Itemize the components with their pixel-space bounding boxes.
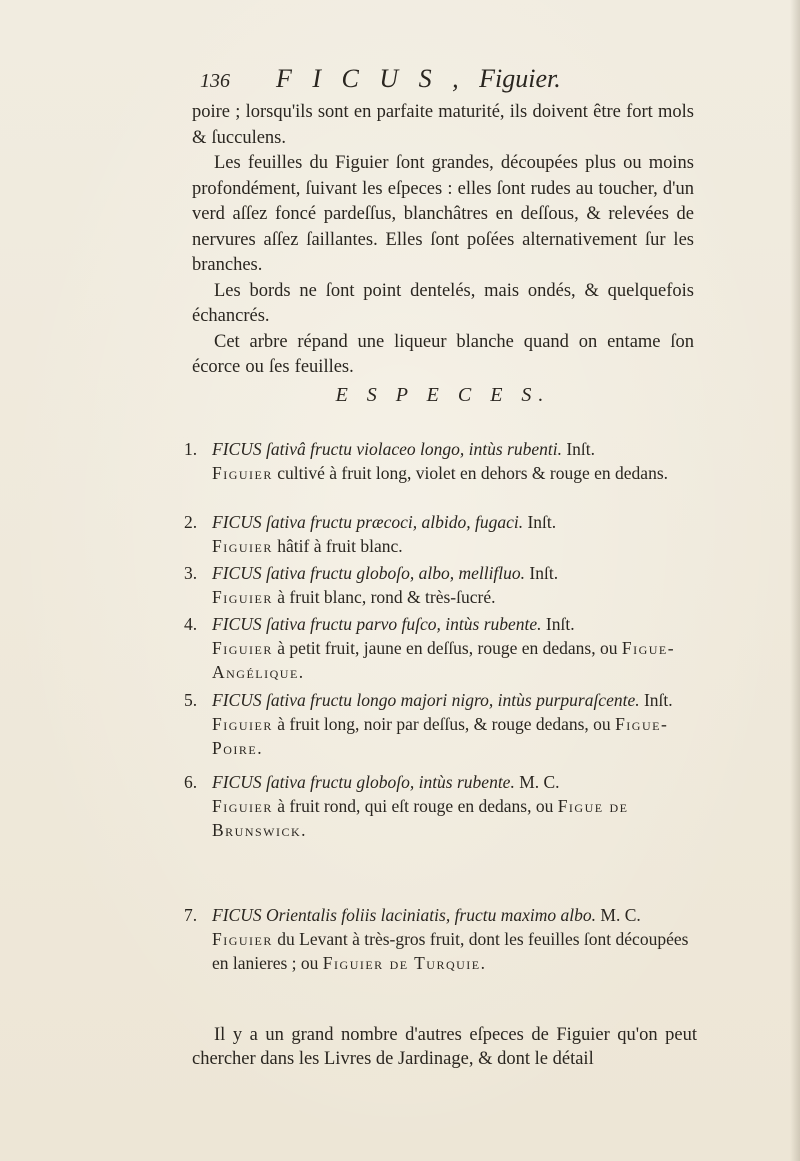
species-number: 6.: [184, 772, 198, 792]
species-description: Figuier hâtif à fruit blanc.: [212, 536, 403, 556]
species-authority: Inſt.: [566, 439, 596, 459]
body-text: [192, 100, 694, 381]
closing-paragraph: Il y a un grand nombre d'autres eſpeces de Figuier qu'on peut chercher dans les Livres de Jardinage, & dont le détail: [192, 1025, 697, 1069]
species-latin-name: FICUS ſativa fructu parvo fuſco, intùs rubente. Inſt.: [212, 614, 575, 634]
species-common-name: Figuier: [212, 587, 273, 607]
species-authority: Inſt.: [527, 512, 557, 532]
species-common-name: Figuier: [212, 714, 273, 734]
species-entry: [184, 612, 697, 684]
species-latin-name: FICUS Orientalis foliis laciniatis, fructu maximo albo. M. C.: [212, 905, 641, 925]
species-entry: [184, 437, 697, 485]
species-number: 3.: [184, 563, 198, 583]
species-alternate-name: Figue-Poire.: [212, 714, 669, 758]
species-common-name: Figuier: [212, 929, 273, 949]
species-description: Figuier du Levant à très-gros fruit, dont les feuilles ſont découpées en lanieres ; ou Figuier de Turquie.: [212, 929, 689, 973]
running-title-french: Figuier.: [479, 64, 561, 93]
species-entry: [184, 688, 697, 760]
section-heading: E S P E C E S.: [335, 384, 551, 406]
species-latin-name: FICUS ſativâ fructu violaceo longo, intùs rubenti. Inſt.: [212, 439, 596, 459]
running-title: [276, 64, 561, 94]
species-latin-name: FICUS ſativa fructu globoſo, albo, mellifluo. Inſt.: [212, 563, 559, 583]
species-common-name: Figuier: [212, 463, 273, 483]
species-number: 1.: [184, 439, 198, 459]
paragraph-sap: Cet arbre répand une liqueur blanche quand on entame ſon écorce ou ſes feuilles.: [192, 331, 694, 377]
species-authority: Inſt.: [545, 614, 575, 634]
species-authority: M. C.: [600, 905, 641, 925]
species-number: 7.: [184, 905, 198, 925]
page-number: 136: [200, 70, 230, 92]
species-description: Figuier cultivé à fruit long, violet en dehors & rouge en dedans.: [212, 463, 669, 483]
species-latin-name: FICUS ſativa fructu præcoci, albido, fugaci. Inſt.: [212, 512, 557, 532]
species-authority: M. C.: [519, 772, 560, 792]
species-latin-name: FICUS ſativa fructu globoſo, intùs rubente. M. C.: [212, 772, 560, 792]
paragraph-continuation: poire ; lorsqu'ils sont en parfaite maturité, ils doivent être fort mols & ſucculens.: [192, 102, 694, 148]
page-edge-shadow: [790, 0, 800, 1161]
species-authority: Inſt.: [529, 563, 559, 583]
species-description: Figuier à fruit blanc, rond & très-ſucré.: [212, 587, 496, 607]
species-entry: [184, 903, 697, 975]
species-latin-name: FICUS ſativa fructu longo majori nigro, intùs purpuraſcente. Inſt.: [212, 690, 673, 710]
species-number: 2.: [184, 512, 198, 532]
species-alternate-name: Figuier de Turquie.: [322, 953, 487, 973]
species-alternate-name: Figue de Brunswick.: [212, 796, 629, 840]
species-description: Figuier à fruit rond, qui eſt rouge en dedans, ou Figue de Brunswick.: [212, 796, 629, 840]
species-common-name: Figuier: [212, 536, 273, 556]
species-common-name: Figuier: [212, 796, 273, 816]
species-entry: [184, 510, 697, 558]
species-number: 4.: [184, 614, 198, 634]
species-authority: Inſt.: [643, 690, 673, 710]
species-description: Figuier à petit fruit, jaune en deſſus, rouge en dedans, ou Figue-Angélique.: [212, 638, 676, 682]
species-common-name: Figuier: [212, 638, 273, 658]
paragraph-leaves: Les feuilles du Figuier ſont grandes, découpées plus ou moins profondément, ſuivant les eſpeces : elles ſont rudes au toucher, d'un verd aſſez foncé pardeſſus, blanchâtres en deſſous, & relevées de nervures aſſez ſaillantes. Elles ſont poſées alternativement ſur les branches.: [192, 153, 694, 275]
species-alternate-name: Figue-Angélique.: [212, 638, 676, 682]
species-entry: [184, 770, 697, 842]
running-title-latin: F I C U S ,: [276, 64, 466, 93]
species-entry: [184, 561, 697, 609]
paragraph-edges: Les bords ne ſont point dentelés, mais ondés, & quelquefois échancrés.: [192, 280, 694, 326]
species-description: Figuier à fruit long, noir par deſſus, & rouge dedans, ou Figue-Poire.: [212, 714, 669, 758]
species-number: 5.: [184, 690, 198, 710]
